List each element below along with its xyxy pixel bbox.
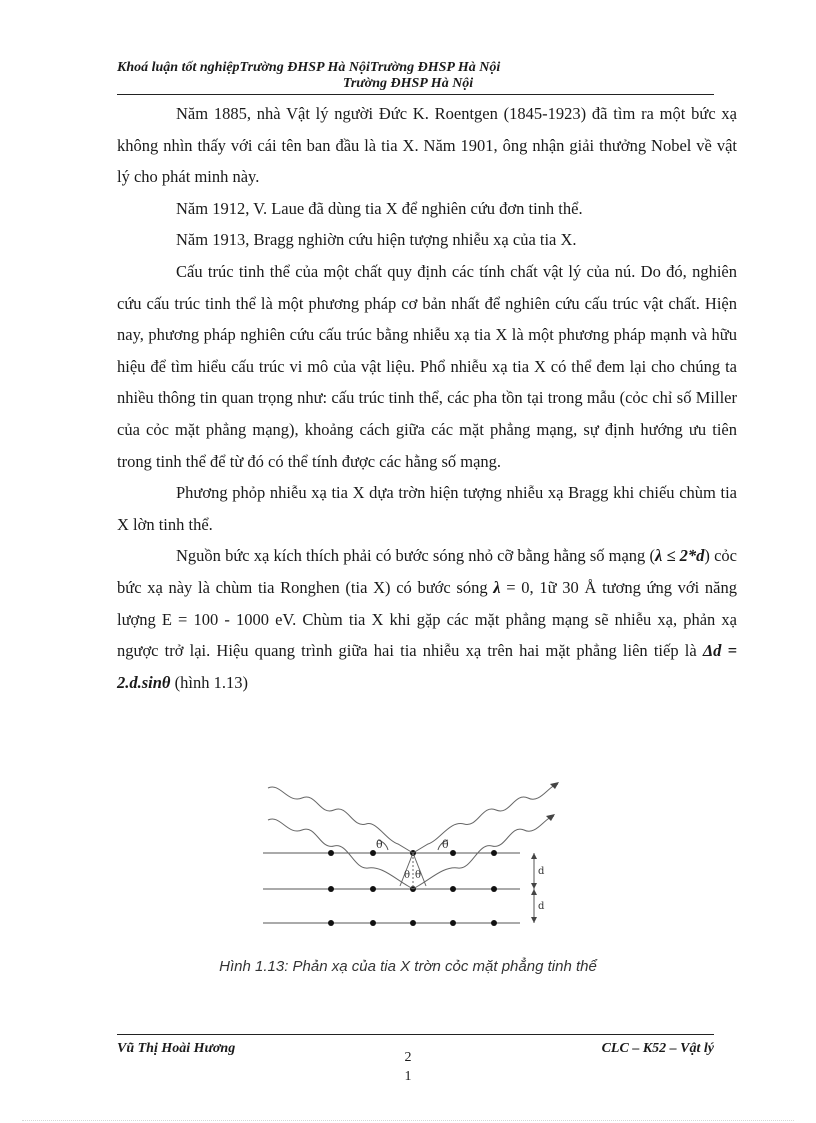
paragraph-6-text-a: Nguồn bức xạ kích thích phải có bước sóng nhỏ cỡ bằng hằng số mạng ( [176,546,655,566]
spacing-label-2: d [538,901,545,912]
incident-wave-upper [268,787,413,853]
paragraph-6 [117,540,737,698]
theta-label-1: θ [376,838,383,851]
header-title-line1: Khoá luận tốt nghiệpTrường ĐHSP Hà NộiTrường ĐHSP Hà Nội [117,60,501,75]
paragraph-5: Phương phỏp nhiễu xạ tia X dựa trờn hiện tượng nhiễu xạ Bragg khi chiếu chùm tia X lờn tinh thể. [117,483,737,534]
header-title-line2: Trường ĐHSP Hà Nội [342,76,474,91]
theta-label-2: θ [442,838,449,851]
paragraph-3: Năm 1913, Bragg nghiờn cứu hiện tượng nhiễu xạ của tia X. [176,230,577,250]
paragraph-6-text-b: ) cỏc bức xạ này là chùm tia Ronghen (tia X) có bước sóng [117,546,737,597]
page-number-line1: 2 [404,1050,412,1065]
wavelength-condition: λ ≤ 2*d [654,546,705,566]
spacing-arrow-bottom [531,917,537,923]
footer-class-info: CLC – K52 – Vật lý [601,1041,714,1056]
diffracted-wave-upper [413,784,558,853]
bragg-diffraction-figure [258,778,568,940]
paragraph-6-text-d: (hình 1.13) [170,672,248,692]
paragraph-4: Cấu trúc tinh thể của một chất quy định các tính chất vật lý của nú. Do đó, nghiên cứu cấu trúc tinh thể là một phương pháp cơ bản nhất để nghiên cứu cấu trúc vật chất. Hiện nay, phương pháp nghiên cứu cấu trúc bằng nhiễu xạ tia X là một phương pháp mạnh và hữu hiệu để tìm hiểu cấu trúc vi mô của vật liệu. Phổ nhiễu xạ tia X có thể đem lại cho chúng ta nhiều thông tin quan trọng như: cấu trúc tinh thể, các pha tồn tại trong mẫu (cỏc chỉ số Miller của cỏc mặt phẳng mạng), khoảng cách giữa các mặt phẳng mạng, sự định hướng ưu tiên trong tinh thể để từ đó có thể tính được các hằng số mạng. [117,261,737,471]
incident-wave-lower [268,819,413,889]
paragraph-2: Năm 1912, V. Laue đã dùng tia X để nghiên cứu đơn tinh thể. [176,198,583,218]
page-number [0,1048,816,1086]
paragraph-1: Năm 1885, nhà Vật lý người Đức K. Roentgen (1845-1923) đã tìm ra một bức xạ không nhìn thấy với cái tên ban đầu là tia X. Năm 1901, ông nhận giải thưởng Nobel về vật lý cho phát minh này. [117,104,737,187]
spacing-arrow-mid-down [531,889,537,895]
body-text [117,98,737,698]
spacing-arrow-top [531,853,537,859]
paragraph-6-text-c: = 0, 1ữ 30 Å tương ứng với năng lượng E = 100 - 1000 eV. Chùm tia X khi gặp các mặt phẳng mạng sẽ nhiễu xạ, phản xạ ngược trở lại. Hiệu quang trình giữa hai tia nhiễu xạ trên hai mặt phẳng liên tiếp là [117,577,737,661]
lambda-symbol: λ [493,577,501,597]
spacing-label-1: d [538,866,545,877]
theta-label-3: θ [404,870,411,881]
header-rule [117,94,714,95]
spacing-arrow-mid-up [531,883,537,889]
figure-caption: Hình 1.13: Phản xạ của tia X trờn cỏc mặt phẳng tinh thể [219,958,597,975]
page-bottom-divider [22,1120,794,1121]
footer-author: Vũ Thị Hoài Hương [117,1041,236,1056]
theta-label-4: θ [415,870,422,881]
path-difference-formula: Δd = 2.d.sinθ [117,641,737,692]
footer-rule [117,1034,714,1035]
page-number-line2: 1 [404,1069,412,1084]
